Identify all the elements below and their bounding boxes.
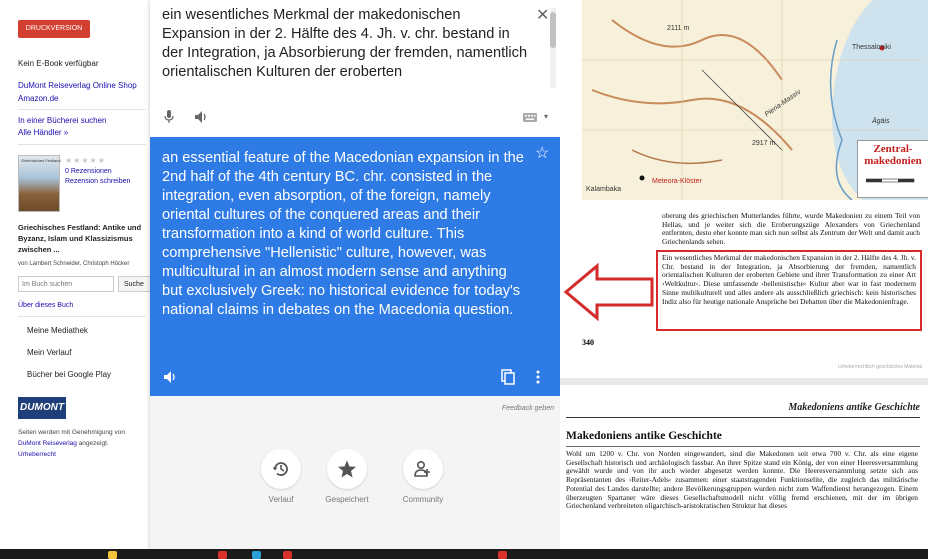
highlight-box xyxy=(656,250,922,331)
chevron-down-icon[interactable]: ▾ xyxy=(544,112,549,121)
copyright-link[interactable]: Urheberrecht xyxy=(18,451,56,458)
scrollbar-thumb[interactable] xyxy=(550,12,556,48)
map-label-pieria: Pieria-Massiv xyxy=(763,88,803,119)
print-version-button[interactable]: DRUCKVERSION xyxy=(18,20,90,38)
permission-text: Seiten werden mit Genehmigung von xyxy=(18,429,125,436)
divider xyxy=(18,144,146,145)
keyboard-icon[interactable] xyxy=(523,113,537,122)
close-icon[interactable]: ✕ xyxy=(536,7,550,24)
map-label-aegean: Ägäis xyxy=(872,118,890,125)
map-title: Zentral-makedonien xyxy=(864,143,922,167)
running-head: Makedoniens antike Geschichte xyxy=(788,402,920,413)
history-button[interactable] xyxy=(261,449,301,489)
community-label: Community xyxy=(402,495,444,504)
book-search-button[interactable]: Suche xyxy=(118,276,150,292)
source-text-area[interactable]: ein wesentliches Merkmal der makedonischen Expansion in der 2. Hälfte des 4. Jh. v. chr. bestand in der Integration, ja Absorbierung der fremden, namentlich orientalischen Kulturen der eroberten xyxy=(162,7,528,80)
app-icon[interactable] xyxy=(498,551,507,559)
copyright-notice: Urheberrechtlich geschütztes Material xyxy=(838,364,922,370)
rating-stars[interactable]: ★★★★★ xyxy=(65,156,106,165)
app-icon[interactable] xyxy=(283,551,292,559)
nav-google-play-books[interactable]: Bücher bei Google Play xyxy=(27,370,112,379)
map-label-elevation-2: 2917 m xyxy=(752,140,776,147)
about-book-link[interactable]: Über dieses Buch xyxy=(18,302,74,309)
book-search-input[interactable]: Im Buch suchen xyxy=(18,276,114,292)
history-icon xyxy=(271,459,291,479)
app-icon[interactable] xyxy=(218,551,227,559)
book-title: Griechisches Festland: Antike und Byzanz, Islam und Klassizismus zwischen ... xyxy=(18,223,142,254)
publisher-shop-link[interactable]: DuMont Reiseverlag Online Shop xyxy=(18,81,137,90)
page-number: 340 xyxy=(582,338,594,347)
divider xyxy=(18,109,146,110)
more-options-icon[interactable] xyxy=(536,369,540,385)
book-cover-image[interactable] xyxy=(18,155,60,212)
map-scale-bar xyxy=(866,177,922,191)
amazon-link[interactable]: Amazon.de xyxy=(18,94,59,103)
highlighted-paragraph: Ein wesentliches Merkmal der makedonischen Expansion in der 2. Hälfte des 4. Jh. v. Chr. bestand in der Integration, ja Absorbierung der fremden, namentlich orientalischen Kulturen der eroberten Gebiete und ihrer Transformation zu einer Art ›Weltkultur‹. Diese umfassende ›hellenistische‹ Kultur aber war in fast modernem Sinne multikulturell und alles andere als ausschließlich griechisch: kein historisches Indiz also für heutige nationale Ansprüche bei Debatten über die Makedonienfrage. xyxy=(662,253,916,306)
map-legend-box xyxy=(857,140,928,198)
translate-popup xyxy=(150,0,560,549)
permission-footer xyxy=(18,427,148,460)
source-overflow-mask xyxy=(150,84,550,92)
listen-translation-icon[interactable] xyxy=(163,370,177,384)
map-label-thessaloniki: Thessaloniki xyxy=(852,44,891,51)
feedback-link[interactable]: Feedback geben xyxy=(501,405,554,412)
running-head-rule xyxy=(566,417,920,418)
page-separator xyxy=(560,378,928,385)
translation-text: an essential feature of the Macedonian expansion in the 2nd half of the 4th century BC. chr. consisted in the integration, even absorption, of the foreign, namely oriental cultures of the conquered areas and their transformation into a kind of world culture. This comprehensive "Hellenistic" culture, however, was multicultural in an almost modern sense and anything but exclusively Greek: no historical evidence for today's national claims in debates on the Macedonia question. xyxy=(162,150,524,318)
copy-icon[interactable] xyxy=(501,369,515,385)
book-cover-title: Griechisches Festland xyxy=(21,158,61,163)
star-icon xyxy=(337,459,357,479)
nav-my-library[interactable]: Meine Mediathek xyxy=(27,326,88,335)
source-scrollbar[interactable] xyxy=(550,8,556,88)
publisher-logo[interactable]: DUMONT xyxy=(18,397,66,419)
taskbar xyxy=(0,549,928,559)
map-label-kalambaka: Kalambaka xyxy=(586,186,622,193)
chapter-title: Makedoniens antike Geschichte xyxy=(566,430,722,442)
map-label-elevation-1: 2111 m xyxy=(667,25,690,32)
saved-label: Gespeichert xyxy=(325,495,369,504)
community-icon xyxy=(413,459,433,479)
map-image xyxy=(582,0,928,200)
save-star-icon[interactable]: ☆ xyxy=(535,145,550,162)
divider xyxy=(18,316,146,317)
page-text-paragraph: oberung des griechischen Mutterlandes führte, wurde Makedonien zu einem Teil von Hellas, und je weiter sich die Eroberungszüge Alexanders von Griechenland entfernten, desto eher konnte man sich nun selbst als Zentrum der Welt und damit auch Griechenlands sehen. xyxy=(662,211,920,247)
books-sidebar xyxy=(0,0,150,549)
chapter-rule xyxy=(566,446,920,447)
translate-actions-area xyxy=(150,396,560,549)
red-arrow-annotation xyxy=(563,262,655,322)
chapter-paragraph: Wohl um 1200 v. Chr. von Norden eingewandert, sind die Makedonen seit etwa 700 v. Chr. als eine eigene Gesellschaft historisch und archäologisch fassbar. An ihrer Spitze stand ein König, der von einer Heeresversammlung gewählt wurde und von ihr auch wieder abgesetzt werden konnte. Die Heeresversammlung setzte sich aus Repräsentanten des ›Reiter-Adels‹ zusammen: einer staatstragenden Funktionselite, die zugleich das militärische Potential des Landes darstellte; andere Bevölkerungsgruppen wurden nicht zum Waffendienst herangezogen. Einem überzeugten Spartaner wäre dieses Gesellschaftsmodell nicht völlig fremd erschienen, mit der im übrigen Griechenland verbreiteten oligarchisch-aristokratischen Struktur hat dieses xyxy=(566,449,918,511)
saved-button[interactable] xyxy=(327,449,367,489)
publisher-footer-link[interactable]: DuMont Reiseverlag xyxy=(18,440,77,447)
permission-mid-text: angezeigt. xyxy=(76,440,109,447)
map-label-meteora: Meteora-Klöster xyxy=(652,178,702,185)
all-dealers-link[interactable]: Alle Händler » xyxy=(18,128,69,137)
no-ebook-text: Kein E-Book verfügbar xyxy=(18,59,99,68)
microphone-icon[interactable] xyxy=(163,110,175,124)
speaker-icon[interactable] xyxy=(194,110,208,124)
translation-card xyxy=(150,137,560,396)
app-icon[interactable] xyxy=(252,551,261,559)
nav-my-history[interactable]: Mein Verlauf xyxy=(27,348,72,357)
history-label: Verlauf xyxy=(268,495,294,504)
file-explorer-icon[interactable] xyxy=(108,551,117,559)
book-authors: von Lambert Schneider, Christoph Höcker xyxy=(18,261,130,267)
library-search-link[interactable]: In einer Bücherei suchen xyxy=(18,116,107,125)
community-button[interactable] xyxy=(403,449,443,489)
reviews-count[interactable]: 0 Rezensionen xyxy=(65,168,112,175)
write-review-link[interactable]: Rezension schreiben xyxy=(65,178,131,185)
